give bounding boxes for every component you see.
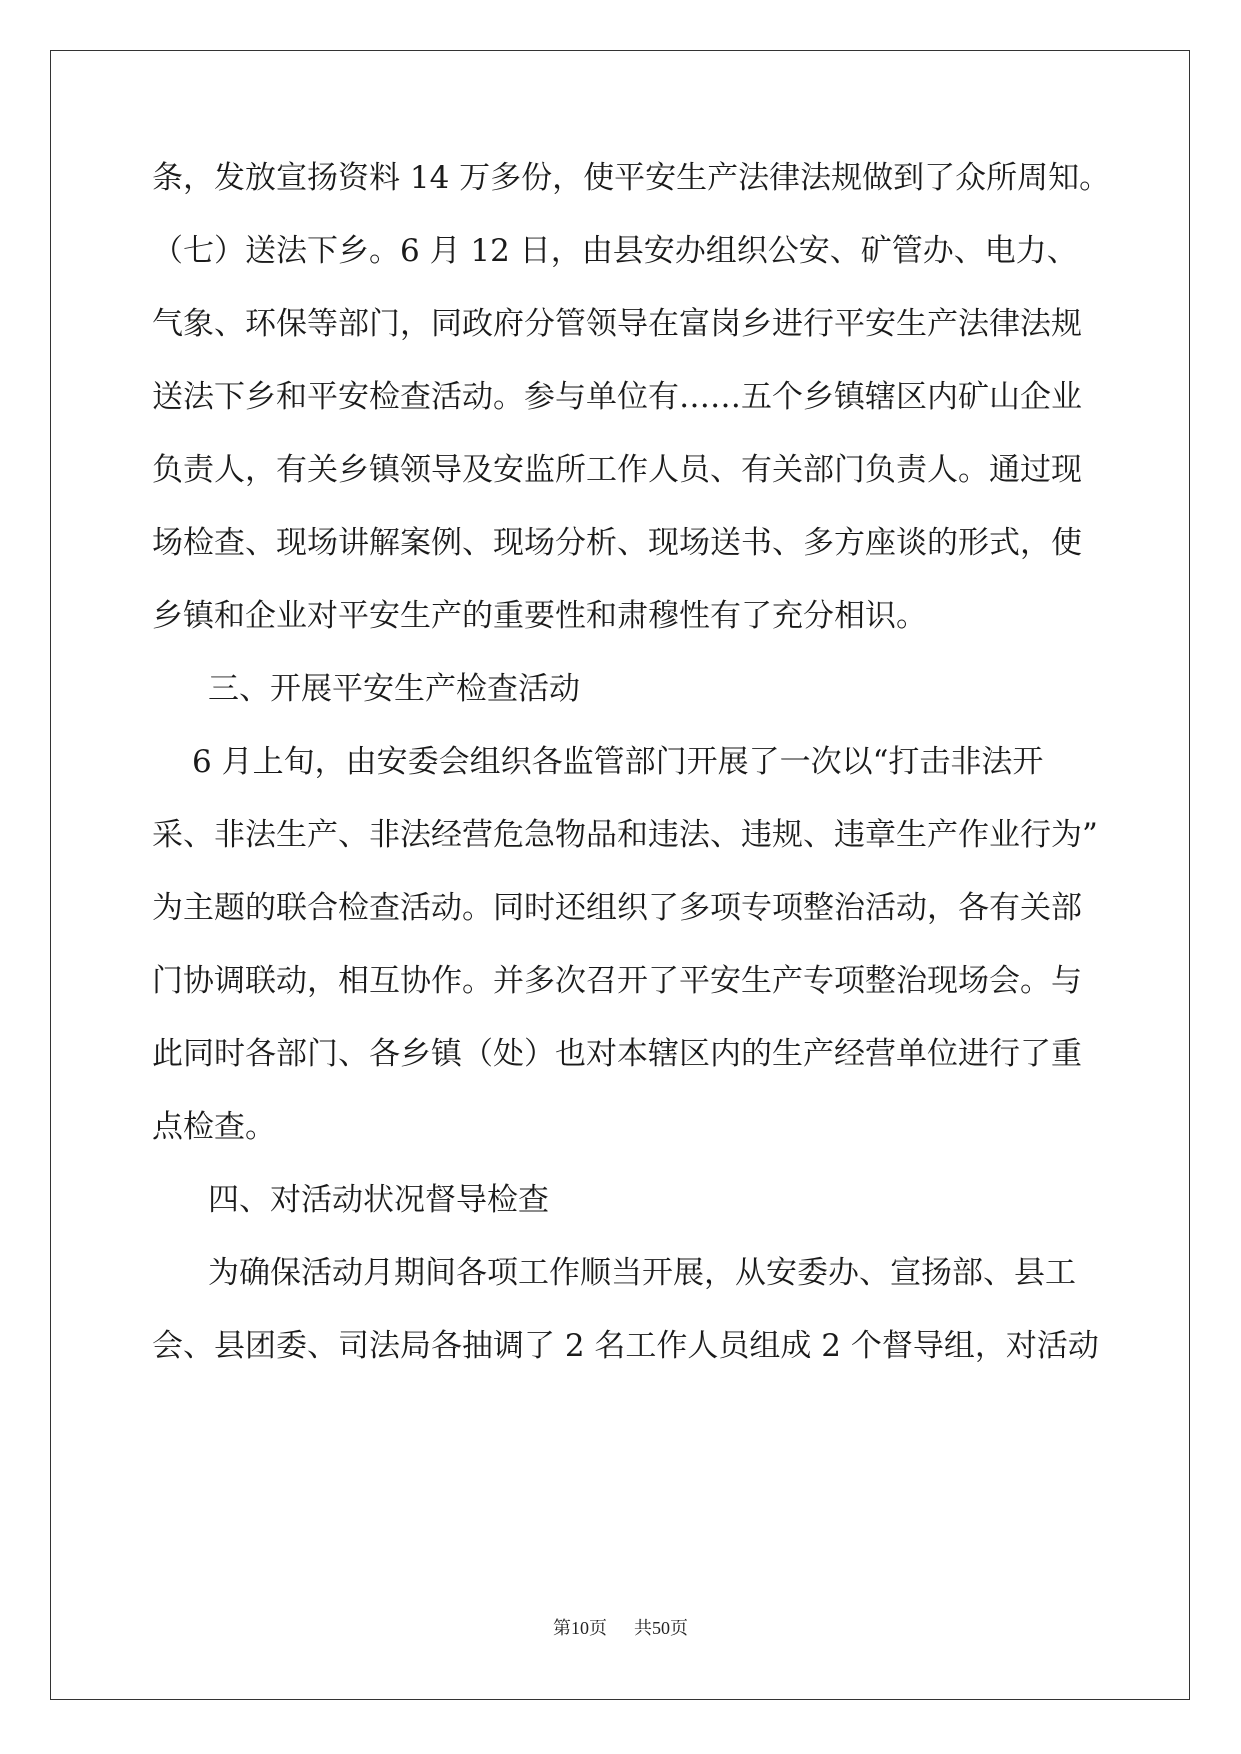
paragraph-line: 送法下乡和平安检查活动。参与单位有……五个乡镇辖区内矿山企业 <box>152 379 1082 415</box>
paragraph-line: 为确保活动月期间各项工作顺当开展，从安委办、宣扬部、县工 <box>208 1255 1076 1291</box>
paragraph-line: 门协调联动，相互协作。并多次召开了平安生产专项整治现场会。与 <box>152 963 1082 999</box>
page-total: 共50页 <box>634 1618 688 1638</box>
page-footer <box>0 1614 1241 1640</box>
paragraph-line: 气象、环保等部门，同政府分管领导在富岗乡进行平安生产法律法规 <box>152 306 1082 342</box>
paragraph-line: 会、县团委、司法局各抽调了 2 名工作人员组成 2 个督导组，对活动 <box>152 1328 1099 1364</box>
section-heading: 三、开展平安生产检查活动 <box>208 671 580 707</box>
paragraph-line: 条，发放宣扬资料 14 万多份，使平安生产法律法规做到了众所周知。 <box>152 160 1111 196</box>
paragraph-line: 为主题的联合检查活动。同时还组织了多项专项整治活动，各有关部 <box>152 890 1082 926</box>
paragraph-line: 6 月上旬，由安委会组织各监管部门开展了一次以“打击非法开 <box>192 744 1044 780</box>
paragraph-line: 负责人，有关乡镇领导及安监所工作人员、有关部门负责人。通过现 <box>152 452 1082 488</box>
paragraph-line: （七）送法下乡。6 月 12 日，由县安办组织公安、矿管办、电力、 <box>152 233 1078 269</box>
paragraph-line: 此同时各部门、各乡镇（处）也对本辖区内的生产经营单位进行了重 <box>152 1036 1082 1072</box>
section-heading: 四、对活动状况督导检查 <box>208 1182 549 1218</box>
paragraph-line: 场检查、现场讲解案例、现场分析、现场送书、多方座谈的形式，使 <box>152 525 1082 561</box>
paragraph-line: 采、非法生产、非法经营危急物品和违法、违规、违章生产作业行为” <box>152 817 1098 853</box>
paragraph-line: 乡镇和企业对平安生产的重要性和肃穆性有了充分相识。 <box>152 598 927 634</box>
page-number: 第10页 <box>553 1618 607 1638</box>
paragraph-line: 点检查。 <box>152 1109 276 1145</box>
page-border <box>50 50 1190 1700</box>
